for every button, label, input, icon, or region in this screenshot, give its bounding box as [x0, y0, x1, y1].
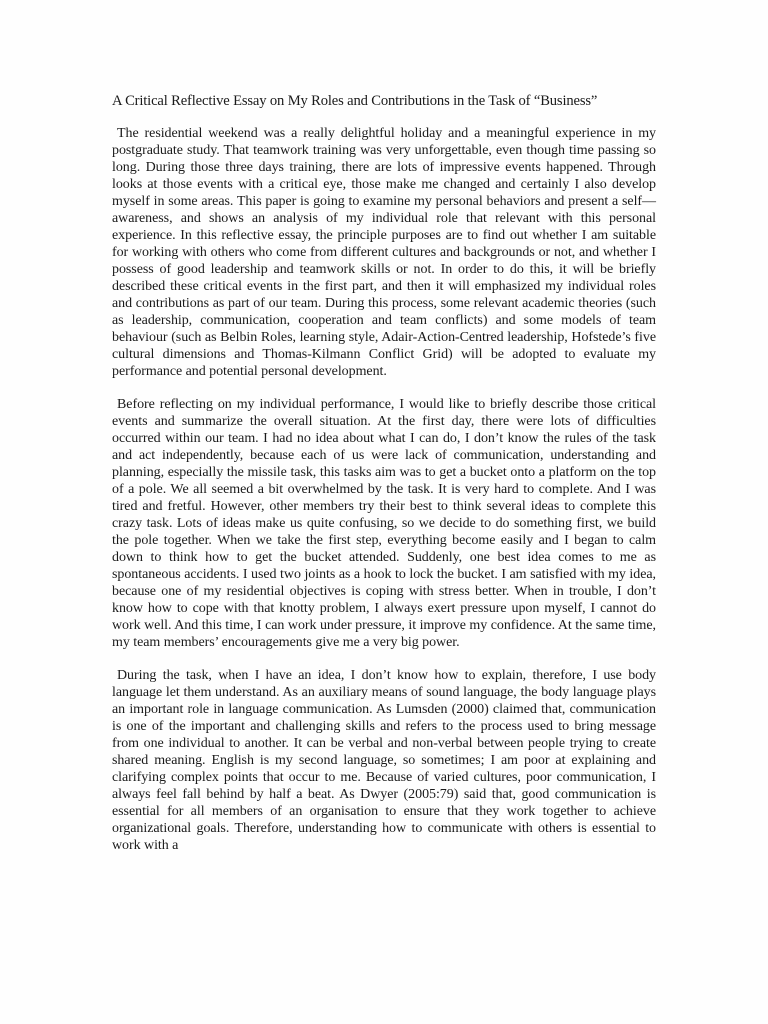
document-title: A Critical Reflective Essay on My Roles and Contributions in the Task of “Business”: [112, 93, 598, 109]
paragraph-critical-events: Before reflecting on my individual performance, I would like to briefly describe those critical events and summarize the overall situation. At the first day, there were lots of difficulties occurred within our team. I had no idea about what I can do, I don’t know the rules of the task and act independently, because each of us were lack of communication, understanding and planning, especially the missile task, this tasks aim was to get a bucket onto a platform on the top of a pole. We all seemed a bit overwhelmed by the task. It is very hard to complete. And I was tired and fretful. However, other members try their best to think several ideas to complete this crazy task. Lots of ideas make us quite confusing, so we decide to do something first, we build the pole together. When we take the first step, everything become easily and I began to calm down to think how to get the bucket attended. Suddenly, one best idea comes to me as spontaneous accidents. I used two joints as a hook to lock the bucket. I am satisfied with my idea, because one of my residential objectives is coping with stress better. When in trouble, I don’t know how to cope with that knotty problem, I always exert pressure upon myself, I cannot do work well. And this time, I can work under pressure, it improve my confidence. At the same time, my team members’ encouragements give me a very big power.: [112, 397, 656, 650]
document-body: [112, 92, 656, 870]
paragraph-introduction: The residential weekend was a really delightful holiday and a meaningful experience in my postgraduate study. That teamwork training was very unforgettable, even though time passing so long. During those three days training, there are lots of impressive events happened. Through looks at those events with a critical eye, those make me changed and certainly I also develop myself in some areas. This paper is going to examine my personal behaviors and present a self—awareness, and shows an analysis of my individual role that relevant with this personal experience. In this reflective essay, the principle purposes are to find out whether I am suitable for working with others who come from different cultures and backgrounds or not, and whether I possess of good leadership and teamwork skills or not. In order to do this, it will be briefly described these critical events in the first part, and then it will emphasized my individual roles and contributions as part of our team. During this process, some relevant academic theories (such as leadership, communication, cooperation and team conflicts) and some models of team behaviour (such as Belbin Roles, learning style, Adair-Action-Centred leadership, Hofstede’s five cultural dimensions and Thomas-Kilmann Conflict Grid) will be adopted to evaluate my performance and potential personal development.: [112, 126, 656, 379]
paragraph-communication: During the task, when I have an idea, I don’t know how to explain, therefore, I use body language let them understand. As an auxiliary means of sound language, the body language plays an important role in language communication. As Lumsden (2000) claimed that, communication is one of the important and challenging skills and refers to the process used to bring message from one individual to another. It can be verbal and non-verbal between people trying to create shared meaning. English is my second language, so sometimes; I am poor at explaining and clarifying complex points that occur to me. Because of varied cultures, poor communication, I always feel fall behind by half a beat. As Dwyer (2005:79) said that, good communication is essential for all members of an organisation to ensure that they work together to achieve organizational goals. Therefore, understanding how to communicate with others is essential to work with a: [112, 668, 656, 853]
